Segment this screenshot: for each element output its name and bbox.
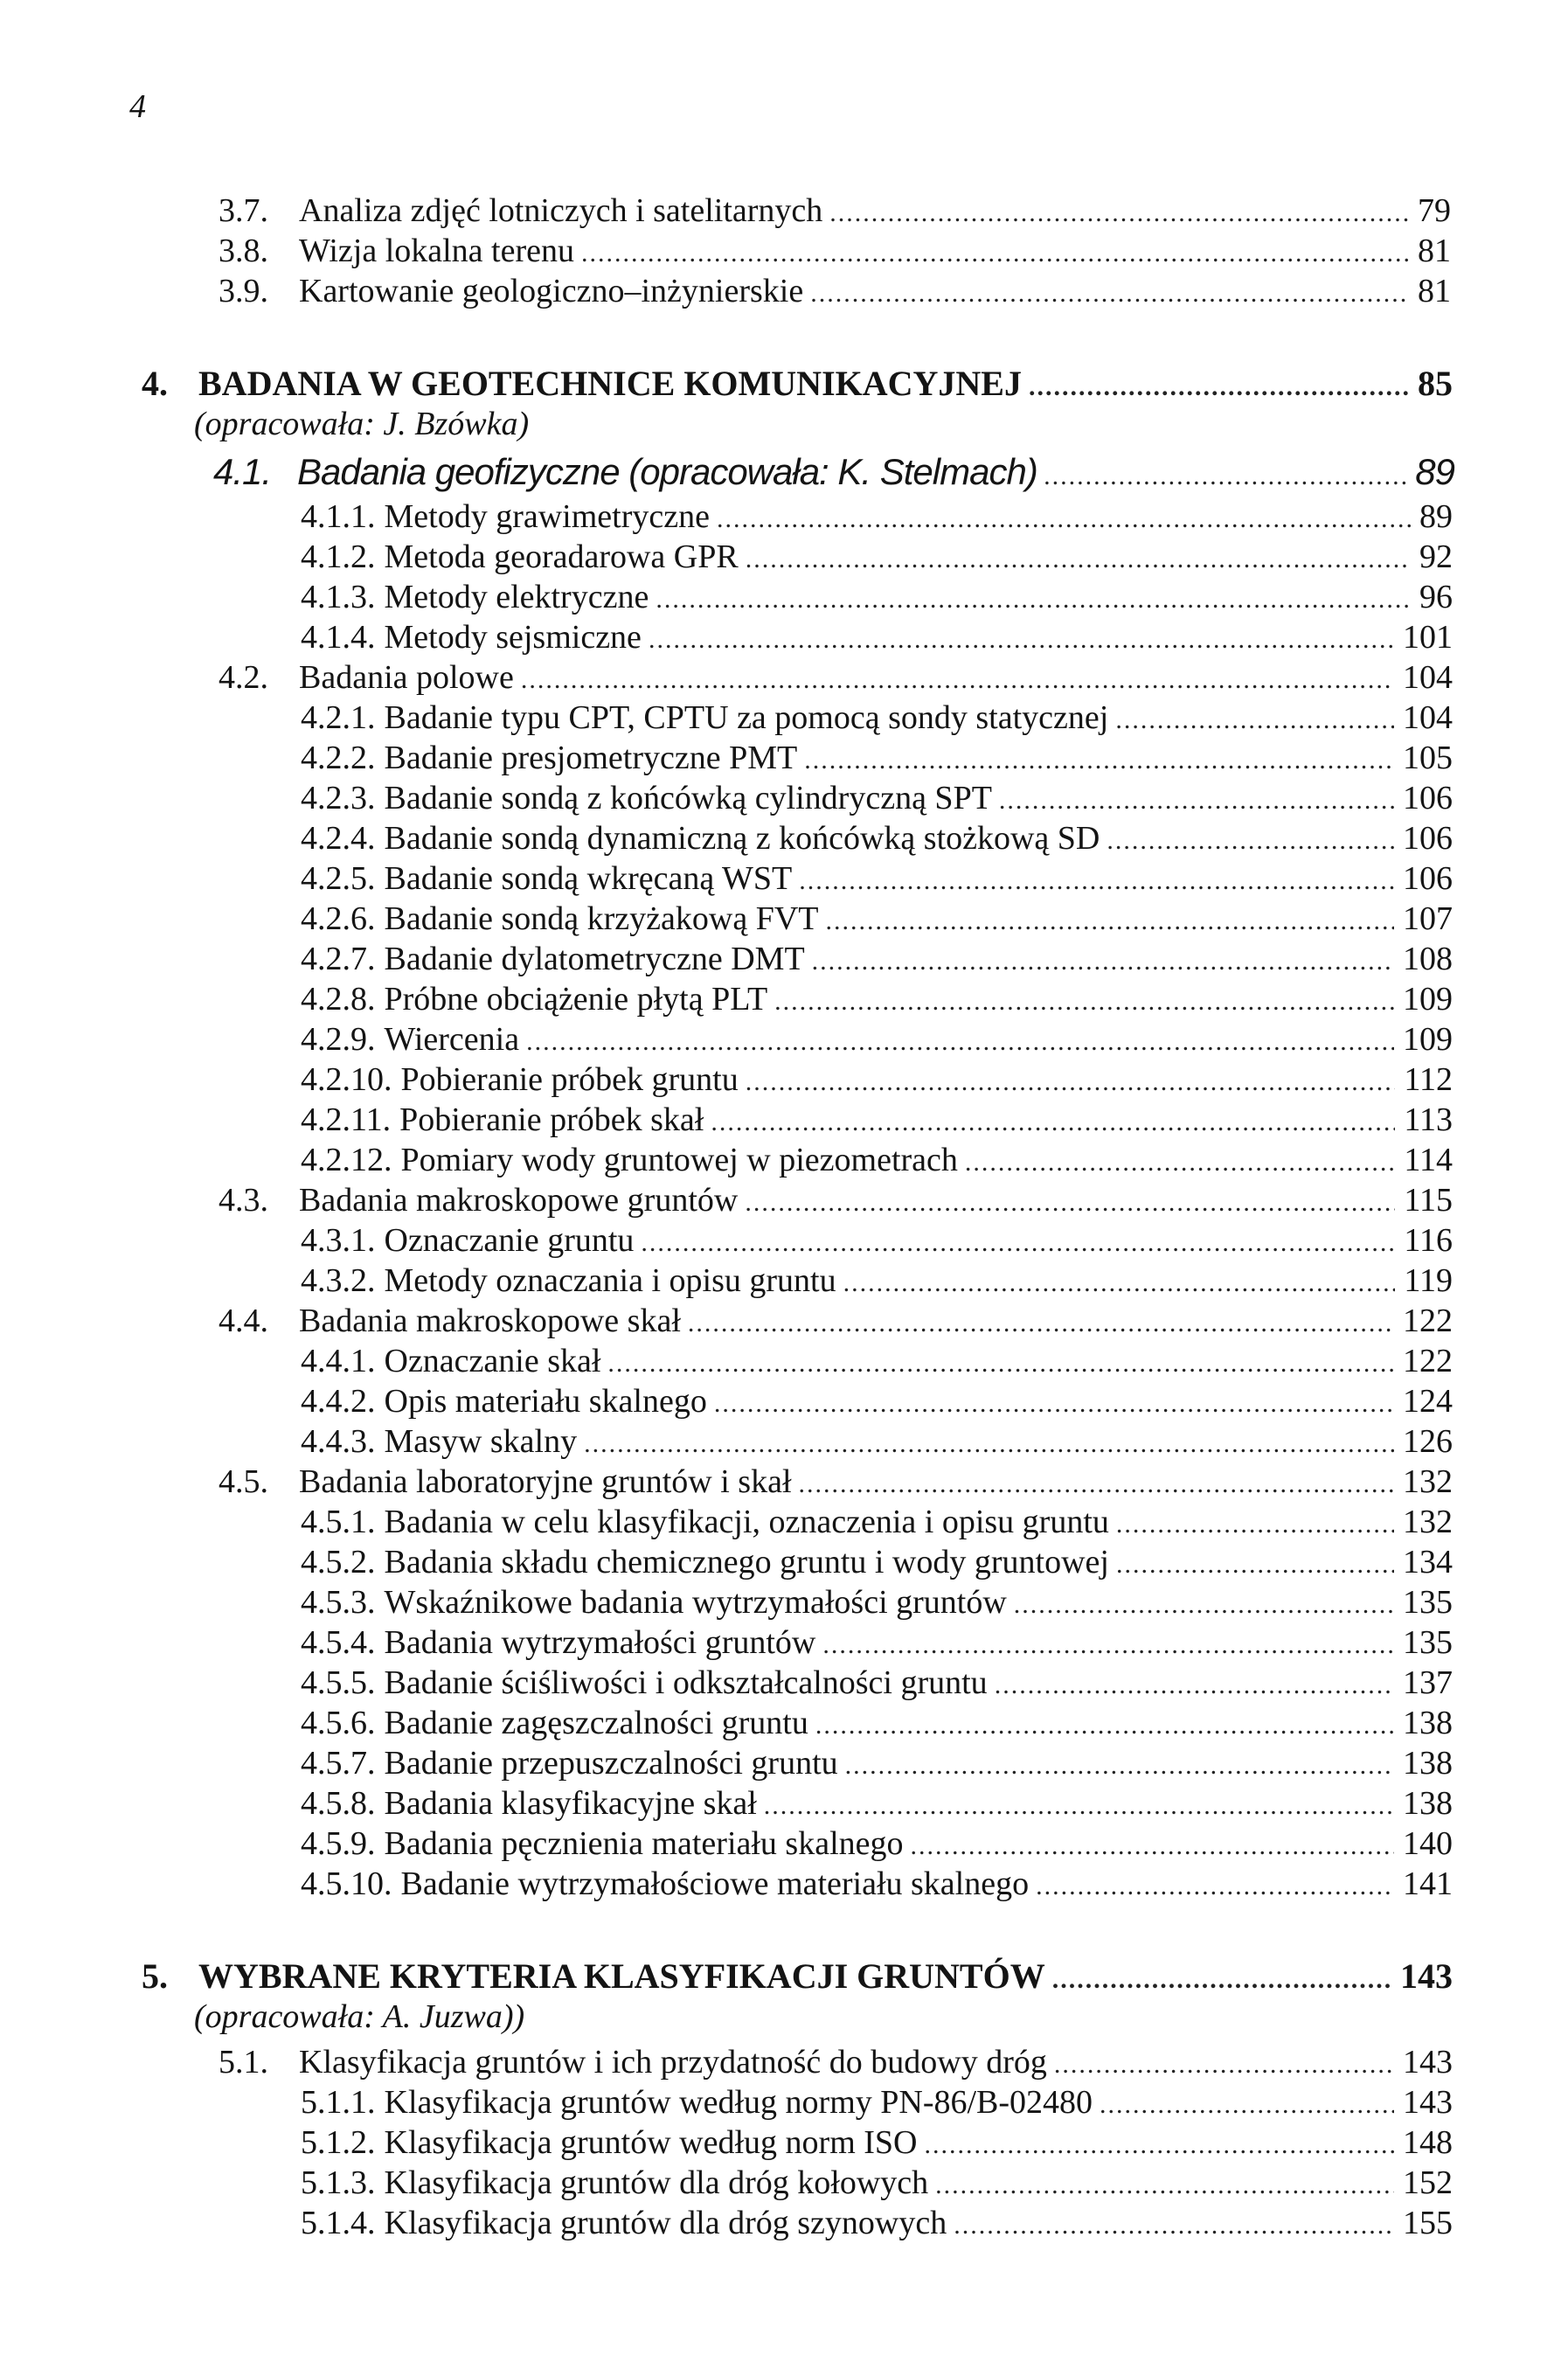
entry-page: 101	[1403, 619, 1453, 656]
entry-title: Metody elektryczne	[384, 579, 649, 615]
entry-page: 143	[1403, 2044, 1453, 2081]
entry-title: Klasyfikacja gruntów dla dróg kołowych	[384, 2164, 929, 2201]
dot-leader	[714, 1384, 1394, 1424]
toc-entry	[301, 1381, 1453, 1421]
entry-title: Pobieranie próbek skał	[399, 1101, 704, 1138]
entry-title: Oznaczanie gruntu	[384, 1222, 635, 1259]
entry-page: 79	[1418, 192, 1451, 229]
entry-title: Metody sejsmiczne	[384, 619, 642, 656]
toc-entry	[301, 1421, 1453, 1462]
toc-entry	[301, 1824, 1453, 1864]
dot-leader	[829, 193, 1409, 233]
dot-leader	[965, 1143, 1396, 1183]
entry-title: Badania laboratoryjne gruntów i skał	[299, 1463, 792, 1500]
entry-page: 137	[1403, 1664, 1453, 1701]
toc-entry	[301, 1582, 1453, 1622]
toc-entry	[301, 1703, 1453, 1743]
dot-leader	[688, 1303, 1394, 1344]
dot-leader	[815, 1706, 1394, 1746]
entry-number: 4.2.1.	[301, 699, 376, 736]
entry-title: Klasyfikacja gruntów dla dróg szynowych	[384, 2205, 947, 2241]
dot-leader	[843, 1263, 1396, 1303]
entry-number: 4.1.1.	[301, 498, 376, 535]
dot-leader	[711, 1102, 1395, 1143]
entry-title: Wskaźnikowe badania wytrzymałości gruntów	[384, 1584, 1007, 1621]
entry-number: 4.5.6.	[301, 1705, 376, 1741]
entry-number: 4.4.2.	[301, 1383, 376, 1420]
entry-page: 138	[1403, 1785, 1453, 1822]
entry-page: 138	[1403, 1705, 1453, 1741]
toc-entry	[301, 939, 1453, 979]
entry-title: Badania klasyfikacyjne skał	[384, 1785, 757, 1822]
section-number: 4.1.	[213, 451, 272, 492]
entry-number: 3.9.	[219, 273, 268, 309]
entry-page: 115	[1404, 1182, 1453, 1219]
entry-title: Metody grawimetryczne	[384, 498, 710, 535]
entry-number: 4.5.5.	[301, 1664, 376, 1701]
entry-number: 4.2.11.	[301, 1101, 392, 1138]
dot-leader	[810, 274, 1409, 314]
entry-number: 4.5.9.	[301, 1825, 376, 1862]
toc-entry	[219, 231, 1451, 271]
dot-leader	[1115, 700, 1394, 740]
entry-number: 4.3.2.	[301, 1262, 376, 1299]
dot-leader	[812, 941, 1394, 982]
entry-number: 3.7.	[219, 192, 268, 229]
toc-entry	[301, 1864, 1453, 1904]
entry-page: 155	[1403, 2205, 1453, 2241]
entry-title: Masyw skalny	[384, 1423, 578, 1460]
dot-leader	[656, 580, 1411, 620]
entry-number: 4.2.4.	[301, 820, 376, 857]
dot-leader	[717, 499, 1411, 539]
entry-title: Metody oznaczania i opisu gruntu	[384, 1262, 836, 1299]
entry-number: 4.5.8.	[301, 1785, 376, 1822]
entry-title: Badanie sondą krzyżakową FVT	[384, 900, 819, 937]
entry-number: 5.1.4.	[301, 2205, 376, 2241]
entry-page: 107	[1403, 900, 1453, 937]
chapter-author-note: (opracowała: A. Juzwa))	[194, 1998, 525, 2035]
entry-title: Badanie ściśliwości i odkształcalności gruntu	[384, 1664, 988, 1701]
entry-title: Badania składu chemicznego gruntu i wody gruntowej	[384, 1544, 1109, 1580]
entry-page: 116	[1404, 1222, 1453, 1259]
entry-page: 132	[1403, 1463, 1453, 1500]
toc-entry	[301, 899, 1453, 939]
entry-page: 92	[1419, 538, 1453, 575]
entry-title: Badanie dylatometryczne DMT	[384, 941, 805, 977]
entry-title: Metoda georadarowa GPR	[384, 538, 739, 575]
chapter-title: WYBRANE KRYTERIA KLASYFIKACJI GRUNTÓW	[198, 1956, 1045, 1996]
dot-leader	[745, 1183, 1395, 1223]
dot-leader	[607, 1344, 1394, 1384]
dot-leader	[925, 2125, 1395, 2165]
entry-number: 4.5.10.	[301, 1865, 392, 1902]
chapter-author-note: (opracowała: J. Bzówka)	[194, 406, 530, 442]
dot-leader	[1116, 1504, 1394, 1545]
toc-entry	[301, 1341, 1453, 1381]
entry-page: 132	[1403, 1504, 1453, 1540]
chapter-page: 85	[1418, 364, 1453, 403]
entry-number: 4.5.1.	[301, 1504, 376, 1540]
entry-title: Pobieranie próbek gruntu	[400, 1061, 739, 1098]
entry-page: 106	[1403, 780, 1453, 816]
entry-number: 4.2.	[219, 659, 268, 696]
toc-entry	[301, 2203, 1453, 2243]
dot-leader	[774, 982, 1394, 1022]
chapter-number: 4.	[142, 364, 168, 403]
entry-title: Badanie zagęszczalności gruntu	[384, 1705, 808, 1741]
entry-page: 122	[1403, 1303, 1453, 1339]
dot-leader	[826, 901, 1394, 941]
toc-entry	[301, 577, 1453, 617]
entry-title: Badanie sondą dynamiczną z końcówką stożkową SD	[384, 820, 1100, 857]
entry-number: 4.2.8.	[301, 981, 376, 1018]
dot-leader	[1044, 452, 1406, 501]
dot-leader	[581, 233, 1409, 274]
toc-entry	[301, 2163, 1453, 2203]
toc-entry	[301, 1502, 1453, 1542]
dot-leader	[746, 539, 1411, 580]
dot-leader	[1029, 367, 1409, 407]
dot-leader	[822, 1625, 1394, 1665]
entry-number: 4.5.4.	[301, 1624, 376, 1661]
dot-leader	[1116, 1545, 1394, 1585]
entry-title: Klasyfikacja gruntów i ich przydatność do budowy dróg	[299, 2044, 1047, 2081]
entry-title: Badanie wytrzymałościowe materiału skalnego	[400, 1865, 1030, 1902]
entry-page: 109	[1403, 981, 1453, 1018]
toc-entry	[301, 1100, 1453, 1140]
entry-page: 140	[1403, 1825, 1453, 1862]
toc-entry	[301, 1220, 1453, 1261]
dot-leader	[1036, 1866, 1394, 1907]
entry-number: 4.5.	[219, 1463, 268, 1500]
section-page: 89	[1415, 451, 1454, 492]
dot-leader	[1100, 2085, 1394, 2125]
toc-entry	[301, 979, 1453, 1019]
entry-page: 119	[1404, 1262, 1453, 1299]
chapter-number: 5.	[142, 1956, 168, 1996]
entry-title: Opis materiału skalnego	[384, 1383, 707, 1420]
dot-leader	[746, 1062, 1396, 1102]
entry-number: 5.1.3.	[301, 2164, 376, 2201]
entry-page: 104	[1403, 699, 1453, 736]
entry-page: 152	[1403, 2164, 1453, 2201]
dot-leader	[641, 1223, 1395, 1263]
dot-leader	[804, 740, 1394, 781]
toc-entry	[301, 537, 1453, 577]
entry-page: 81	[1418, 233, 1451, 269]
entry-page: 81	[1418, 273, 1451, 309]
entry-number: 4.5.3.	[301, 1584, 376, 1621]
dot-leader	[1054, 2045, 1394, 2085]
entry-title: Badanie presjometryczne PMT	[384, 740, 798, 776]
entry-title: Wizja lokalna terenu	[299, 233, 574, 269]
entry-page: 113	[1404, 1101, 1453, 1138]
toc-entry	[301, 497, 1453, 537]
toc-entry	[219, 1462, 1453, 1502]
toc-entry	[301, 858, 1453, 899]
chapter-title: BADANIA W GEOTECHNICE KOMUNIKACYJNEJ	[198, 364, 1022, 403]
entry-page: 104	[1403, 659, 1453, 696]
entry-title: Badania w celu klasyfikacji, oznaczenia i opisu gruntu	[384, 1504, 1109, 1540]
entry-page: 141	[1403, 1865, 1453, 1902]
entry-title: Klasyfikacja gruntów według norm ISO	[384, 2124, 918, 2161]
entry-title: Próbne obciążenie płytą PLT	[384, 981, 768, 1018]
dot-leader	[1052, 1960, 1391, 2000]
entry-page: 122	[1403, 1343, 1453, 1379]
entry-number: 5.1.1.	[301, 2084, 376, 2121]
entry-title: Wiercenia	[384, 1021, 520, 1058]
entry-number: 5.1.	[219, 2044, 268, 2081]
entry-number: 4.5.7.	[301, 1745, 376, 1782]
page-number: 4	[129, 88, 146, 125]
dot-leader	[799, 861, 1394, 901]
entry-page: 108	[1403, 941, 1453, 977]
entry-title: Badania polowe	[299, 659, 514, 696]
dot-leader	[995, 1665, 1394, 1706]
entry-page: 124	[1403, 1383, 1453, 1420]
section-title: Badania geofizyczne (opracowała: K. Stelmach)	[297, 451, 1037, 492]
entry-title: Badania pęcznienia materiału skalnego	[384, 1825, 904, 1862]
chapter-page: 143	[1400, 1956, 1453, 1996]
entry-page: 134	[1403, 1544, 1453, 1580]
entry-page: 109	[1403, 1021, 1453, 1058]
toc-entry	[301, 818, 1453, 858]
toc-entry	[219, 657, 1453, 698]
dot-leader	[799, 1464, 1394, 1504]
entry-number: 4.2.3.	[301, 780, 376, 816]
entry-title: Badanie sondą z końcówką cylindryczną SPT	[384, 780, 992, 816]
dot-leader	[526, 1022, 1394, 1062]
entry-page: 135	[1403, 1584, 1453, 1621]
entry-number: 4.2.12.	[301, 1142, 392, 1178]
entry-title: Badanie typu CPT, CPTU za pomocą sondy statycznej	[384, 699, 1109, 736]
entry-title: Kartowanie geologiczno–inżynierskie	[299, 273, 804, 309]
entry-title: Badanie przepuszczalności gruntu	[384, 1745, 838, 1782]
toc-entry	[301, 1663, 1453, 1703]
toc-entry	[301, 2082, 1453, 2122]
toc-entry	[219, 2042, 1453, 2082]
toc-entry	[219, 1180, 1453, 1220]
toc-entry	[219, 1301, 1453, 1341]
entry-number: 4.2.6.	[301, 900, 376, 937]
toc-entry	[301, 1743, 1453, 1783]
toc-entry	[301, 1140, 1453, 1180]
dot-leader	[911, 1826, 1394, 1866]
entry-title: Analiza zdjęć lotniczych i satelitarnych	[299, 192, 823, 229]
toc-entry	[301, 698, 1453, 738]
entry-page: 89	[1419, 498, 1453, 535]
toc-entry	[301, 738, 1453, 778]
entry-title: Oznaczanie skał	[384, 1343, 601, 1379]
dot-leader	[649, 620, 1394, 660]
dot-leader	[521, 660, 1394, 700]
toc-entry	[219, 271, 1451, 311]
entry-number: 3.8.	[219, 233, 268, 269]
entry-title: Badania wytrzymałości gruntów	[384, 1624, 816, 1661]
toc-entry	[301, 2122, 1453, 2163]
dot-leader	[935, 2165, 1394, 2206]
entry-page: 138	[1403, 1745, 1453, 1782]
entry-page: 96	[1419, 579, 1453, 615]
entry-number: 4.1.3.	[301, 579, 376, 615]
entry-number: 4.2.10.	[301, 1061, 392, 1098]
toc-entry	[301, 1019, 1453, 1059]
toc-entry	[301, 1783, 1453, 1824]
dot-leader	[1014, 1585, 1394, 1625]
entry-number: 4.1.2.	[301, 538, 376, 575]
chapter-heading	[142, 1956, 1453, 1997]
dot-leader	[845, 1746, 1394, 1786]
entry-number: 4.4.1.	[301, 1343, 376, 1379]
dot-leader	[764, 1786, 1394, 1826]
entry-title: Klasyfikacja gruntów według normy PN-86/B-02480	[384, 2084, 1093, 2121]
entry-number: 4.3.1.	[301, 1222, 376, 1259]
entry-number: 4.2.2.	[301, 740, 376, 776]
toc-entry	[301, 1622, 1453, 1663]
entry-number: 4.4.	[219, 1303, 268, 1339]
dot-leader	[999, 781, 1394, 821]
entry-page: 106	[1403, 860, 1453, 897]
entry-title: Badanie sondą wkręcaną WST	[384, 860, 793, 897]
entry-page: 105	[1403, 740, 1453, 776]
dot-leader	[954, 2206, 1394, 2246]
entry-page: 143	[1403, 2084, 1453, 2121]
entry-number: 4.2.9.	[301, 1021, 376, 1058]
entry-page: 126	[1403, 1423, 1453, 1460]
entry-page: 112	[1404, 1061, 1453, 1098]
entry-page: 106	[1403, 820, 1453, 857]
dot-leader	[1107, 821, 1394, 861]
entry-number: 4.2.5.	[301, 860, 376, 897]
entry-number: 4.2.7.	[301, 941, 376, 977]
chapter-heading	[142, 364, 1453, 404]
entry-number: 4.3.	[219, 1182, 268, 1219]
entry-page: 114	[1404, 1142, 1453, 1178]
section-heading	[213, 448, 1454, 497]
entry-title: Pomiary wody gruntowej w piezometrach	[400, 1142, 958, 1178]
entry-title: Badania makroskopowe skał	[299, 1303, 681, 1339]
toc-entry	[301, 617, 1453, 657]
dot-leader	[584, 1424, 1394, 1464]
toc-entry	[301, 1059, 1453, 1100]
toc-entry	[301, 778, 1453, 818]
entry-number: 4.4.3.	[301, 1423, 376, 1460]
entry-number: 4.5.2.	[301, 1544, 376, 1580]
toc-entry	[301, 1542, 1453, 1582]
entry-title: Badania makroskopowe gruntów	[299, 1182, 739, 1219]
entry-number: 5.1.2.	[301, 2124, 376, 2161]
toc-entry	[219, 191, 1451, 231]
entry-number: 4.1.4.	[301, 619, 376, 656]
entry-page: 135	[1403, 1624, 1453, 1661]
entry-page: 148	[1403, 2124, 1453, 2161]
toc-entry	[301, 1261, 1453, 1301]
